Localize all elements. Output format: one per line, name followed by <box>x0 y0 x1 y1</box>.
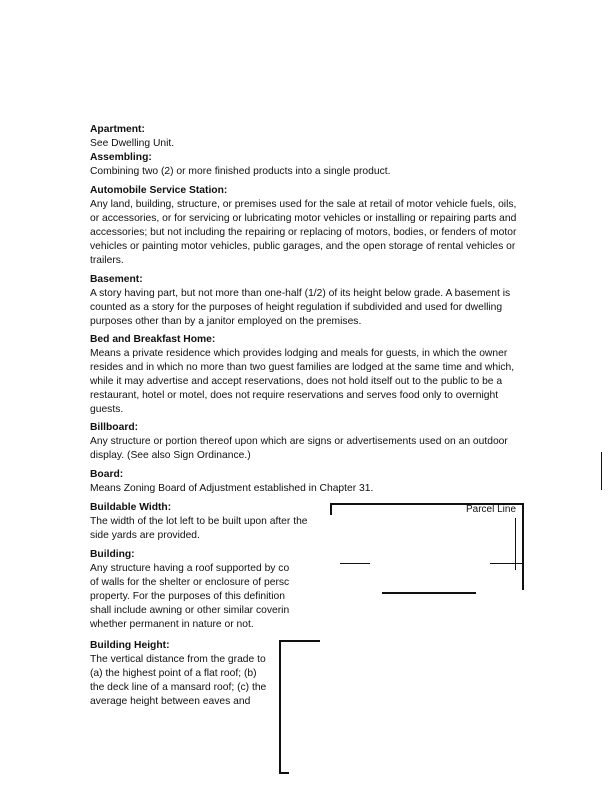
def-board <box>90 468 373 496</box>
definition-line: resides and in which no more than two guest families are lodged at the same time and which, <box>90 362 515 373</box>
diagram-bottom-tick <box>279 772 289 774</box>
def-building-height <box>90 639 266 709</box>
parcel-left-tick <box>330 503 332 515</box>
term: Basement: <box>90 274 143 285</box>
term: Board: <box>90 469 124 480</box>
def-building <box>90 548 289 632</box>
term: Apartment: <box>90 124 145 135</box>
definition-line: Means a private residence which provides lodging and meals for guests, in which the owner <box>90 348 508 359</box>
width-line <box>382 592 476 594</box>
definition-line: A story having part, but not more than one-half (1/2) of its height below grade. A basement is <box>90 288 511 299</box>
definition-line: display. (See also Sign Ordinance.) <box>90 450 251 461</box>
definition-line: Means Zoning Board of Adjustment established in Chapter 31. <box>90 483 374 494</box>
term: Bed and Breakfast Home: <box>90 334 216 345</box>
diagram-left-line <box>279 640 281 774</box>
definition-line: whether permanent in nature or not. <box>90 619 254 630</box>
definition-line: (a) the highest point of a flat roof; (b) <box>90 668 257 679</box>
definition-line: trailers. <box>90 255 124 266</box>
definition-line: guests. <box>90 404 124 415</box>
yard-line-left <box>340 563 370 564</box>
definition-line: vehicles or painting motor vehicles, public garages, and the open storage of rental vehicles or <box>90 241 516 252</box>
def-buildable-width <box>90 501 308 543</box>
term: Assembling: <box>90 152 152 163</box>
definition-line: while it may advertise and accept reservations, does not hold itself out to the public to be a <box>90 376 503 387</box>
definition-line: Any structure or portion thereof upon which are signs or advertisements used on an outdoor <box>90 436 508 447</box>
definition-line: of walls for the shelter or enclosure of persc <box>90 577 290 588</box>
def-basement <box>90 273 510 329</box>
parcel-line-label: Parcel Line <box>466 504 517 515</box>
term: Building: <box>90 549 135 560</box>
definition-line: property. For the purposes of this definition <box>90 591 285 602</box>
term: Billboard: <box>90 422 139 433</box>
definition-line: the deck line of a mansard roof; (c) the <box>90 682 267 693</box>
definition-line: The vertical distance from the grade to <box>90 654 266 665</box>
definition-line: The width of the lot left to be built upon after the <box>90 516 308 527</box>
term: Building Height: <box>90 640 170 651</box>
definition-line: side yards are provided. <box>90 530 200 541</box>
definition-line: or accessories, or for servicing or lubricating motor vehicles or installing or repairing parts and <box>90 213 517 224</box>
definition-line: Any land, building, structure, or premises used for the sale at retail of motor vehicle fuels, oils, <box>90 199 517 210</box>
definition-line: See Dwelling Unit. <box>90 138 175 149</box>
definition-line: Any structure having a roof supported by co <box>90 563 290 574</box>
parcel-right-line <box>522 503 524 590</box>
yard-line-right <box>490 563 522 564</box>
diagram-top-line <box>279 640 320 642</box>
definition-line: Combining two (2) or more finished products into a single product. <box>90 166 391 177</box>
def-automobile-service-station <box>90 184 516 268</box>
definition-line: counted as a story for the purposes of height regulation if subdivided and used for dwelling <box>90 302 503 313</box>
definition-line: average height between eaves and <box>90 696 251 707</box>
term: Buildable Width: <box>90 502 172 513</box>
def-billboard <box>90 421 508 463</box>
definition-line: restaurant, hotel or motel, does not require reservations and serves food only to overnight <box>90 390 499 401</box>
definition-line: shall include awning or other similar coverin <box>90 605 290 616</box>
definition-line: accessories; but not including the repairing or replacing of motors, bodies, or fenders of motor <box>90 227 517 238</box>
term: Automobile Service Station: <box>90 185 228 196</box>
def-apartment <box>90 123 174 151</box>
def-bed-and-breakfast <box>90 333 514 417</box>
scan-edge-mark <box>601 452 602 490</box>
definition-line: purposes other than by a janitor employed on the premises. <box>90 316 362 327</box>
def-assembling <box>90 151 390 179</box>
